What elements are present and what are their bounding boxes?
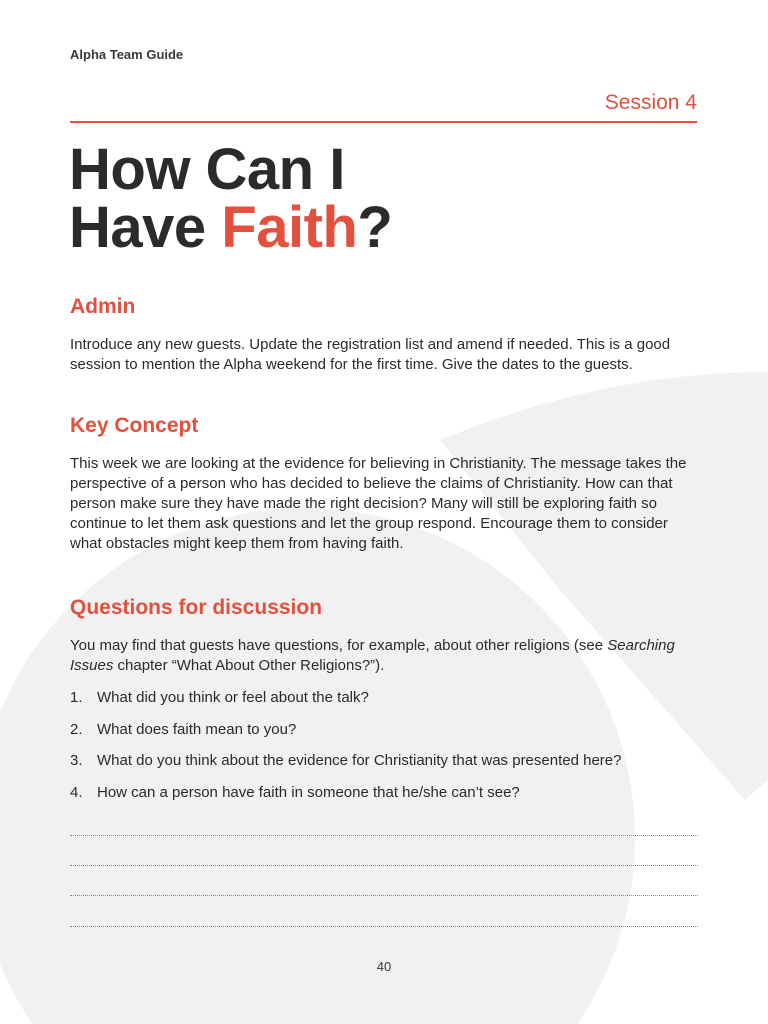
questions-heading: Questions for discussion — [70, 596, 323, 619]
list-item-number: 1. — [70, 689, 83, 706]
key-concept-heading: Key Concept — [70, 414, 199, 437]
admin-paragraph: Introduce any new guests. Update the registration list and amend if needed. This is a good session to mention the Alpha weekend for the first time. Give the dates to the guests. — [70, 336, 671, 373]
list-item — [70, 751, 621, 771]
list-item-number: 3. — [70, 752, 83, 769]
list-item-text: How can a person have faith in someone that he/she can’t see? — [97, 784, 520, 801]
header-rule — [70, 121, 697, 123]
list-item — [70, 783, 520, 803]
key-concept-paragraph: This week we are looking at the evidence for believing in Christianity. The message takes the perspective of a person who has decided to believe the claims of Christianity. How can that person make sure they have made the right decision? Many will still be exploring faith so continue to let them ask questions and let the group respond. Encourage them to consider what obstacles might keep them from having faith. — [70, 455, 687, 552]
notes-line — [70, 835, 698, 836]
list-item — [70, 688, 369, 708]
list-item-text: What did you think or feel about the talk? — [97, 689, 369, 706]
title-line-2-end: ? — [357, 195, 393, 260]
title-accent-word: Faith — [221, 195, 358, 260]
list-item — [70, 720, 296, 740]
page-number: 40 — [376, 959, 392, 974]
notes-line — [70, 926, 698, 927]
title-line-2-start: Have — [69, 195, 222, 260]
title-line-1: How Can I — [69, 137, 345, 202]
list-item-number: 2. — [70, 721, 83, 738]
questions-intro — [70, 636, 700, 676]
session-label: Session 4 — [604, 91, 697, 114]
list-item-number: 4. — [70, 784, 83, 801]
questions-intro-start: You may find that guests have questions, for example, about other religions (see — [70, 637, 608, 654]
list-item-text: What do you think about the evidence for Christianity that was presented here? — [97, 752, 622, 769]
admin-heading: Admin — [70, 295, 136, 318]
page-title — [69, 137, 393, 260]
searching-issues-title: Searching Issues — [70, 637, 675, 674]
notes-line — [70, 895, 698, 896]
notes-line — [70, 865, 698, 866]
questions-intro-end: chapter “What About Other Religions?”). — [113, 657, 385, 674]
guide-label: Alpha Team Guide — [70, 47, 184, 62]
list-item-text: What does faith mean to you? — [97, 721, 297, 738]
